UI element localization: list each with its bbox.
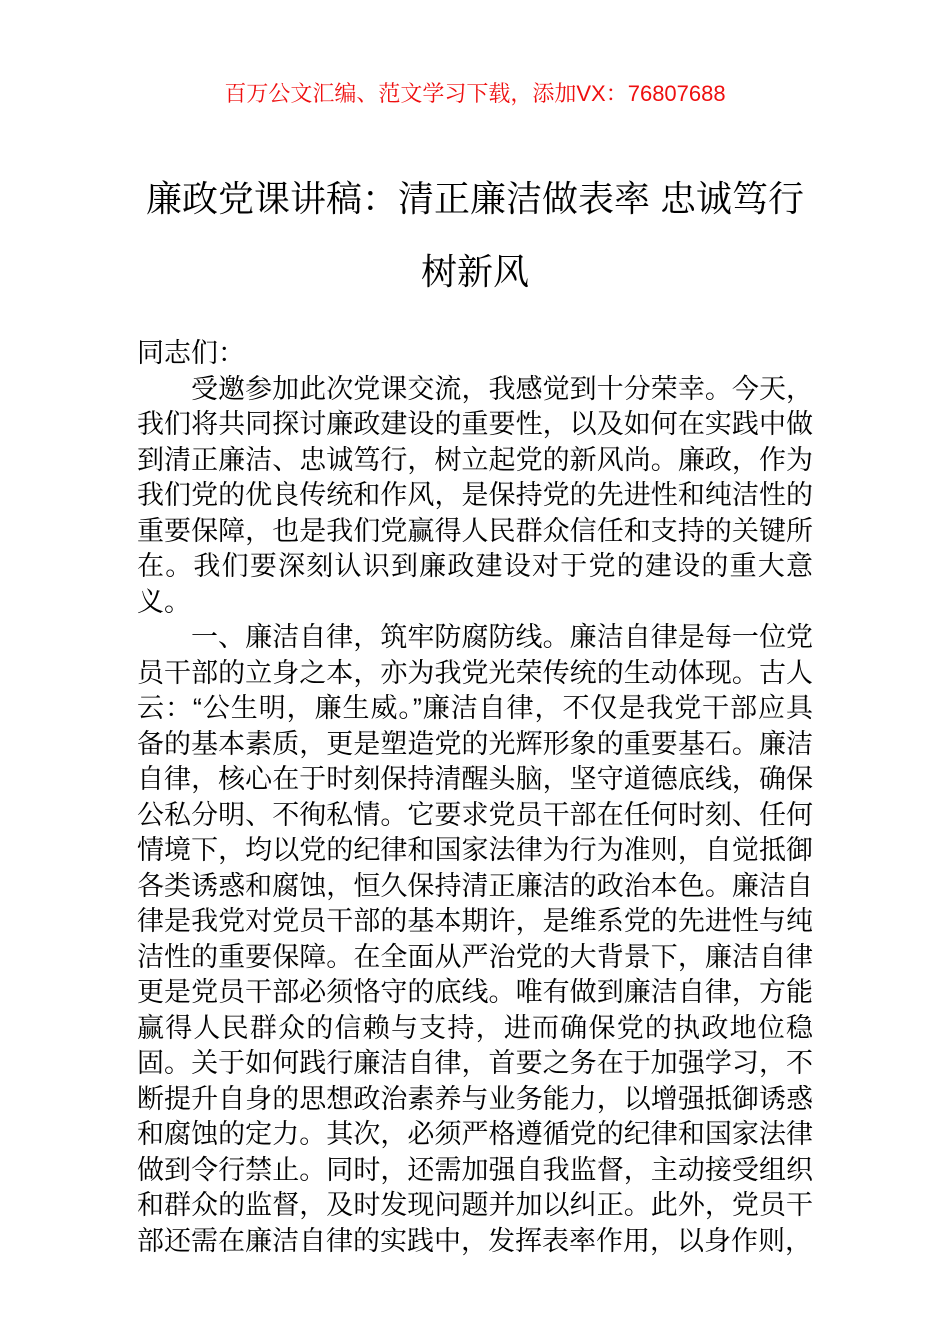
paragraph-greeting: 同志们：	[137, 338, 245, 368]
promo-banner-text: 百万公文汇编、范文学习下载，添加VX：76807688	[224, 81, 726, 106]
paragraph-intro: 受邀参加此次党课交流，我感觉到十分荣幸。今天，我们将共同探讨廉政建设的重要性，以及如何在实践中做到清正廉洁、忠诚笃行，树立起党的新风尚。廉政，作为我们党的优良传统和作风，是保持党的先进性和纯洁性的重要保障，也是我们党赢得人民群众信任和支持的关键所在。我们要深刻认识到廉政建设对于党的建设的重大意义。	[137, 373, 813, 617]
document-title: 廉政党课讲稿：清正廉洁做表率 忠诚笃行树新风	[145, 178, 804, 292]
paragraph-section-1: 一、廉洁自律，筑牢防腐防线。廉洁自律是每一位党员干部的立身之本，亦为我党光荣传统的生动体现。古人云：“公生明，廉生威。”廉洁自律，不仅是我党干部应具备的基本素质，更是塑造党的光辉形象的重要基石。廉洁自律，核心在于时刻保持清醒头脑，坚守道德底线，确保公私分明、不徇私情。它要求党员干部在任何时刻、任何情境下，均以党的纪律和国家法律为行为准则，自觉抵御各类诱惑和腐蚀，恒久保持清正廉洁的政治本色。廉洁自律是我党对党员干部的基本期许，是维系党的先进性与纯洁性的重要保障。在全面从严治党的大背景下，廉洁自律更是党员干部必须恪守的底线。唯有做到廉洁自律，方能赢得人民群众的信赖与支持，进而确保党的执政地位稳固。关于如何践行廉洁自律，首要之务在于加强学习，不断提升自身的思想政治素养与业务能力，以增强抵御诱惑和腐蚀的定力。其次，必须严格遵循党的纪律和国家法律做到令行禁止。同时，还需加强自我监督，主动接受组织和群众的监督，及时发现问题并加以纠正。此外，党员干部还需在廉洁自律的实践中，发挥表率作用，以身作则，	[137, 622, 813, 1256]
document-body	[137, 336, 813, 1259]
